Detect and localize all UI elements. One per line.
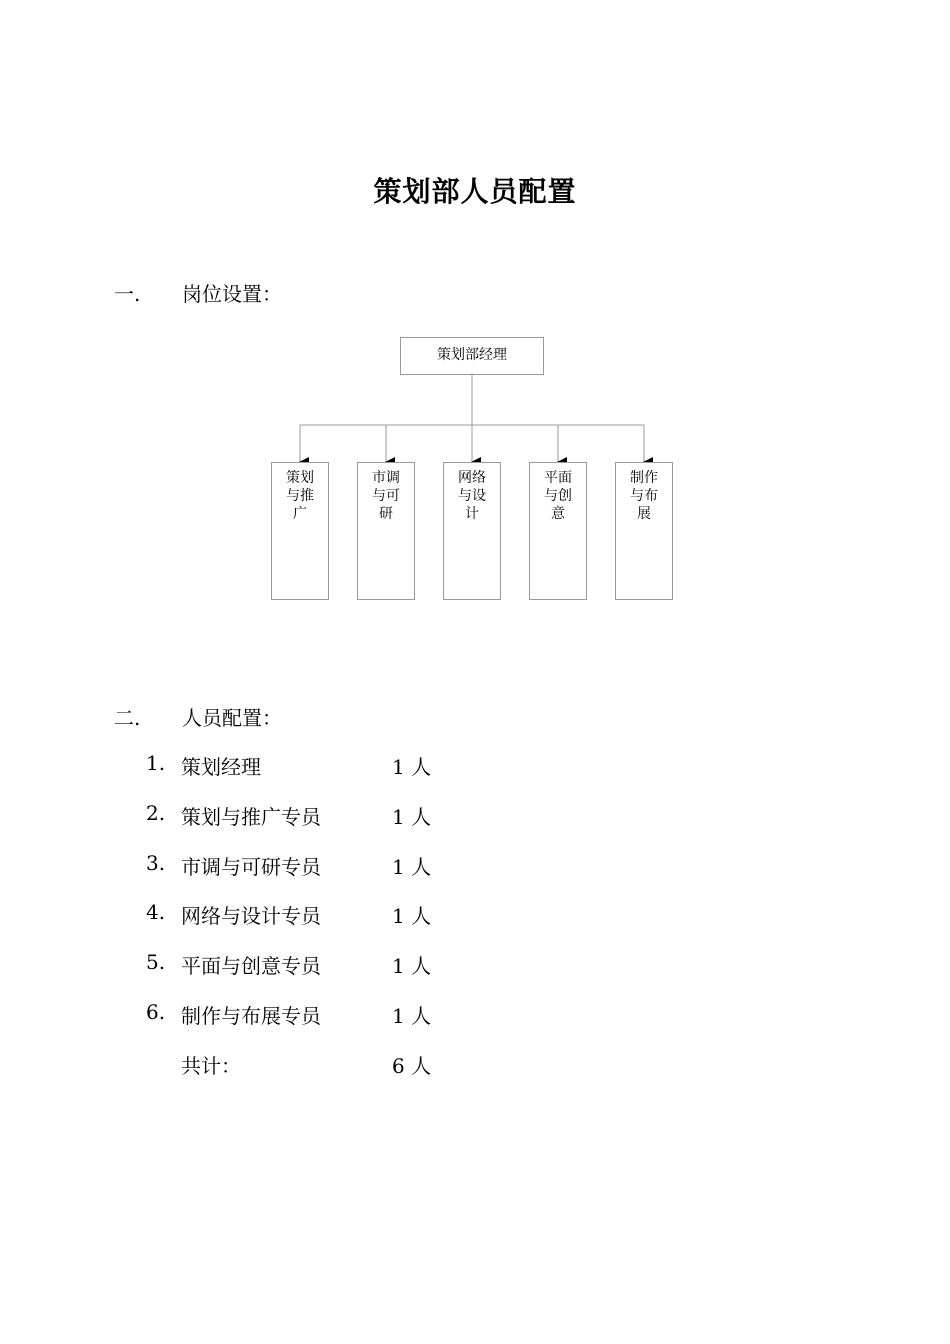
- staff-count: 1 人: [392, 755, 432, 779]
- staff-row: [0, 950, 950, 980]
- org-box-label: 市调与可研: [372, 470, 400, 522]
- staff-number: 3.: [146, 851, 166, 875]
- staff-row: [0, 801, 950, 831]
- staff-number: 4.: [146, 900, 166, 924]
- staff-row: [0, 1000, 950, 1030]
- page-title: 策划部人员配置: [373, 175, 577, 208]
- staff-number: 2.: [146, 801, 166, 825]
- org-box-label: 制作与布展: [630, 470, 658, 522]
- org-box-unit: [357, 462, 415, 600]
- section-title: 人员配置：: [182, 706, 282, 730]
- staff-role: 网络与设计专员: [181, 904, 321, 928]
- total-count: 6 人: [392, 1054, 432, 1078]
- org-box-label: 平面与创意: [544, 470, 572, 522]
- staff-number: 5.: [146, 950, 166, 974]
- staff-role: 平面与创意专员: [181, 954, 321, 978]
- staff-number: 6.: [146, 1000, 166, 1024]
- org-box-unit: [271, 462, 329, 600]
- staff-number: 1.: [146, 751, 166, 775]
- staff-role: 制作与布展专员: [181, 1004, 321, 1028]
- section-positions-heading: [114, 278, 514, 308]
- staff-count: 1 人: [392, 805, 432, 829]
- staff-count: 1 人: [392, 904, 432, 928]
- org-box-label: 网络与设计: [458, 470, 486, 522]
- staff-row: [0, 851, 950, 881]
- org-box-unit: [443, 462, 501, 600]
- staff-total-row: [0, 1050, 950, 1080]
- org-box-unit: [529, 462, 587, 600]
- section-number: 二.: [114, 706, 141, 730]
- staff-count: 1 人: [392, 1004, 432, 1028]
- staff-role: 策划与推广专员: [181, 805, 321, 829]
- section-number: 一.: [114, 282, 141, 306]
- org-box-label: 策划与推广: [286, 470, 314, 522]
- org-box-manager: [400, 337, 544, 375]
- staff-role: 策划经理: [181, 755, 261, 779]
- staff-count: 1 人: [392, 954, 432, 978]
- staff-role: 市调与可研专员: [181, 855, 321, 879]
- section-staffing-heading: [114, 702, 514, 732]
- section-title: 岗位设置：: [182, 282, 282, 306]
- org-box-unit: [615, 462, 673, 600]
- total-label: 共计：: [181, 1054, 241, 1078]
- staff-row: [0, 900, 950, 930]
- staff-count: 1 人: [392, 855, 432, 879]
- staff-row: [0, 751, 950, 781]
- org-box-label: 策划部经理: [437, 347, 507, 363]
